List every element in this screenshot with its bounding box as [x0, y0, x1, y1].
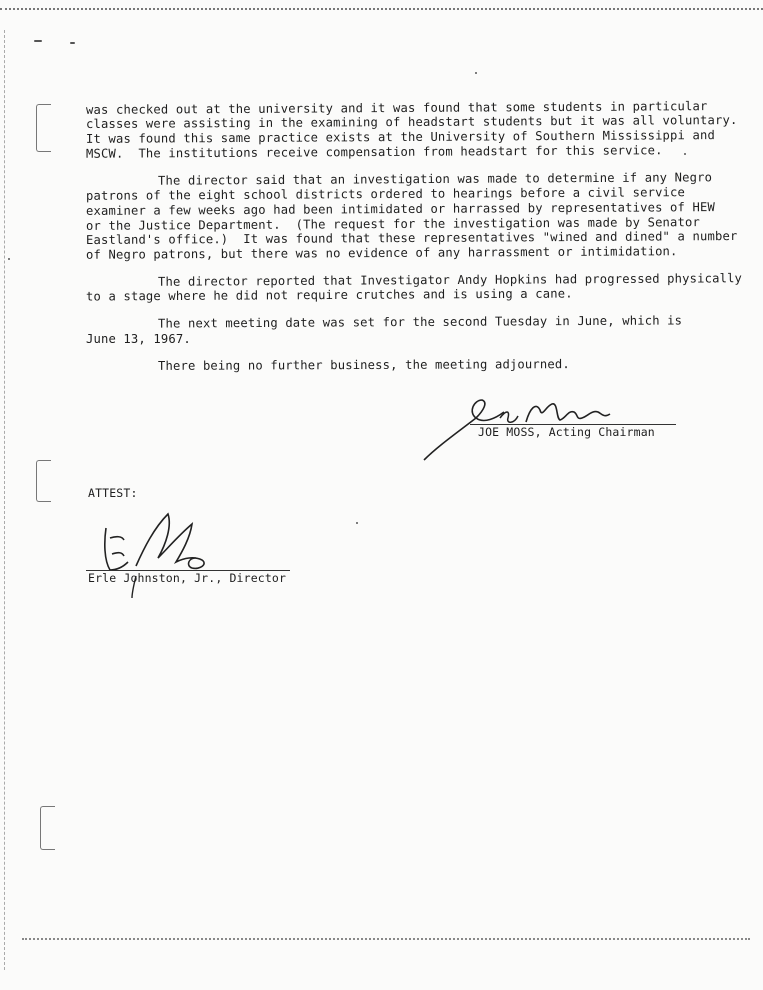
body-text-line: was checked out at the university and it was found that some students in particular: [85, 99, 708, 117]
scan-speck: [70, 42, 75, 44]
body-text-line: classes were assisting in the examining of headstart students but it was all voluntary.: [85, 113, 738, 131]
left-scan-edge: [4, 30, 7, 970]
scan-speck: [475, 72, 477, 74]
body-text-line: of Negro patrons, but there was no evidence of any harrassment or intimidation.: [85, 244, 678, 262]
body-text-line: June 13, 1967.: [86, 332, 191, 346]
body-text-line: The next meeting date was set for the second Tuesday in June, which is: [157, 313, 683, 331]
chairman-name-title: JOE MOSS, Acting Chairman: [478, 425, 655, 439]
attest-label: ATTEST:: [88, 486, 138, 500]
bottom-scan-edge: [22, 938, 750, 942]
body-text-line: examiner a few weeks ago had been intimidated or harrassed by representatives of HEW: [85, 200, 715, 218]
scan-speck: [684, 153, 686, 155]
body-text-line: MSCW. The institutions receive compensation from headstart for this service.: [85, 143, 663, 161]
director-name-title: Erle Johnston, Jr., Director: [88, 571, 287, 585]
body-text-line: It was found this same practice exists at the University of Southern Mississippi and: [85, 128, 715, 146]
body-text-line: There being no further business, the meeting adjourned.: [157, 357, 570, 373]
punch-hole-mark-bottom: [40, 806, 55, 850]
scan-speck: [356, 522, 358, 524]
body-text-line: The director reported that Investigator Andy Hopkins had progressed physically: [157, 271, 743, 289]
punch-hole-mark-top: [36, 104, 51, 152]
top-scan-edge: [0, 0, 763, 10]
body-text-line: to a stage where he did not require crutches and is using a cane.: [85, 286, 573, 304]
punch-hole-mark-middle: [36, 460, 51, 502]
body-text-line: The director said that an investigation was made to determine if any Negro: [157, 170, 713, 188]
scan-speck: [8, 258, 10, 260]
scan-speck: [34, 40, 42, 42]
body-text-line: Eastland's office.) It was found that these representatives "wined and dined" a number: [85, 229, 738, 247]
body-text-line: patrons of the eight school districts ordered to hearings before a civil service: [85, 185, 686, 203]
body-text-line: or the Justice Department. (The request for the investigation was made by Senator: [85, 215, 701, 233]
